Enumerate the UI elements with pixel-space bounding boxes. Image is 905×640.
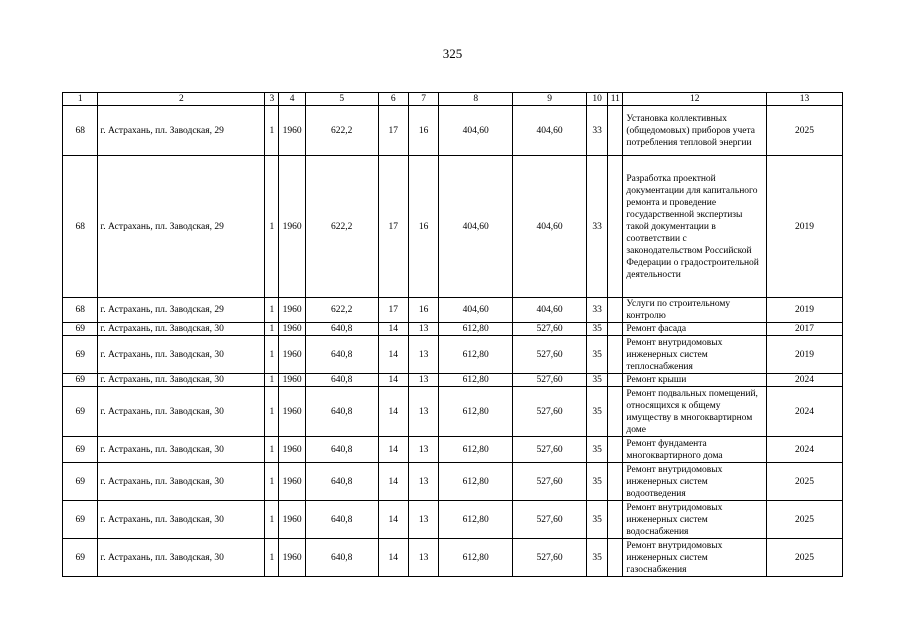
year-planned-cell: 2024	[767, 374, 843, 387]
work-type-cell: Ремонт внутридомовых инженерных систем теплоснабжения	[623, 336, 767, 374]
col-8-cell: 612,80	[439, 323, 513, 336]
area-cell: 640,8	[305, 501, 378, 539]
table-row	[63, 539, 843, 577]
year-planned-cell: 2024	[767, 437, 843, 463]
col-7-cell: 16	[408, 298, 438, 323]
work-type-cell: Услуги по строительному контролю	[623, 298, 767, 323]
col-11-cell	[608, 463, 623, 501]
table-row	[63, 501, 843, 539]
col-3-cell: 1	[265, 156, 279, 298]
address-cell: г. Астрахань, пл. Заводская, 30	[98, 323, 265, 336]
header-cell: 5	[305, 93, 378, 106]
col-11-cell	[608, 156, 623, 298]
header-cell: 11	[608, 93, 623, 106]
table-row	[63, 437, 843, 463]
col-9-cell: 527,60	[513, 336, 587, 374]
year-planned-cell: 2025	[767, 106, 843, 156]
year-cell: 1960	[279, 539, 305, 577]
col-9-cell: 527,60	[513, 539, 587, 577]
header-cell: 2	[98, 93, 265, 106]
table-row	[63, 156, 843, 298]
address-cell: г. Астрахань, пл. Заводская, 29	[98, 106, 265, 156]
col-3-cell: 1	[265, 298, 279, 323]
col-9-cell: 527,60	[513, 387, 587, 437]
col-8-cell: 612,80	[439, 463, 513, 501]
year-cell: 1960	[279, 298, 305, 323]
col-7-cell: 16	[408, 106, 438, 156]
col-6-cell: 14	[378, 336, 408, 374]
col-11-cell	[608, 336, 623, 374]
col-9-cell: 527,60	[513, 463, 587, 501]
col-8-cell: 612,80	[439, 374, 513, 387]
col-9-cell: 404,60	[513, 156, 587, 298]
area-cell: 640,8	[305, 323, 378, 336]
col-10-cell: 35	[586, 387, 607, 437]
work-type-cell: Ремонт внутридомовых инженерных систем водоотведения	[623, 463, 767, 501]
address-cell: г. Астрахань, пл. Заводская, 29	[98, 298, 265, 323]
year-cell: 1960	[279, 501, 305, 539]
row-number-cell: 68	[63, 106, 98, 156]
area-cell: 640,8	[305, 387, 378, 437]
work-type-cell: Установка коллективных (общедомовых) приборов учета потребления тепловой энергии	[623, 106, 767, 156]
table-row	[63, 463, 843, 501]
table-header-row	[63, 93, 843, 106]
col-11-cell	[608, 298, 623, 323]
col-11-cell	[608, 539, 623, 577]
col-9-cell: 527,60	[513, 374, 587, 387]
col-10-cell: 33	[586, 106, 607, 156]
address-cell: г. Астрахань, пл. Заводская, 30	[98, 336, 265, 374]
col-6-cell: 17	[378, 156, 408, 298]
col-10-cell: 35	[586, 336, 607, 374]
col-8-cell: 404,60	[439, 298, 513, 323]
col-6-cell: 14	[378, 463, 408, 501]
col-6-cell: 14	[378, 539, 408, 577]
col-7-cell: 13	[408, 501, 438, 539]
year-cell: 1960	[279, 437, 305, 463]
work-type-cell: Ремонт фундамента многоквартирного дома	[623, 437, 767, 463]
col-10-cell: 35	[586, 463, 607, 501]
year-planned-cell: 2019	[767, 336, 843, 374]
year-cell: 1960	[279, 463, 305, 501]
col-3-cell: 1	[265, 501, 279, 539]
year-planned-cell: 2025	[767, 539, 843, 577]
col-6-cell: 14	[378, 437, 408, 463]
col-10-cell: 35	[586, 539, 607, 577]
row-number-cell: 69	[63, 323, 98, 336]
col-3-cell: 1	[265, 463, 279, 501]
year-planned-cell: 2017	[767, 323, 843, 336]
row-number-cell: 68	[63, 156, 98, 298]
col-3-cell: 1	[265, 539, 279, 577]
col-10-cell: 35	[586, 323, 607, 336]
address-cell: г. Астрахань, пл. Заводская, 30	[98, 374, 265, 387]
row-number-cell: 69	[63, 336, 98, 374]
col-7-cell: 13	[408, 387, 438, 437]
col-8-cell: 612,80	[439, 336, 513, 374]
work-type-cell: Ремонт фасада	[623, 323, 767, 336]
header-cell: 6	[378, 93, 408, 106]
year-planned-cell: 2025	[767, 501, 843, 539]
header-cell: 12	[623, 93, 767, 106]
work-type-cell: Ремонт подвальных помещений, относящихся к общему имуществу в многоквартирном доме	[623, 387, 767, 437]
area-cell: 640,8	[305, 539, 378, 577]
col-10-cell: 33	[586, 298, 607, 323]
col-7-cell: 13	[408, 336, 438, 374]
row-number-cell: 69	[63, 387, 98, 437]
col-10-cell: 35	[586, 374, 607, 387]
row-number-cell: 69	[63, 437, 98, 463]
col-8-cell: 404,60	[439, 106, 513, 156]
col-3-cell: 1	[265, 106, 279, 156]
year-cell: 1960	[279, 336, 305, 374]
col-11-cell	[608, 501, 623, 539]
header-cell: 13	[767, 93, 843, 106]
area-cell: 640,8	[305, 463, 378, 501]
col-7-cell: 13	[408, 463, 438, 501]
area-cell: 622,2	[305, 298, 378, 323]
area-cell: 622,2	[305, 106, 378, 156]
address-cell: г. Астрахань, пл. Заводская, 30	[98, 463, 265, 501]
col-7-cell: 13	[408, 374, 438, 387]
col-3-cell: 1	[265, 323, 279, 336]
col-8-cell: 612,80	[439, 501, 513, 539]
address-cell: г. Астрахань, пл. Заводская, 30	[98, 501, 265, 539]
header-cell: 10	[586, 93, 607, 106]
col-3-cell: 1	[265, 336, 279, 374]
header-cell: 4	[279, 93, 305, 106]
table-row	[63, 323, 843, 336]
row-number-cell: 69	[63, 374, 98, 387]
address-cell: г. Астрахань, пл. Заводская, 29	[98, 156, 265, 298]
col-9-cell: 404,60	[513, 298, 587, 323]
year-cell: 1960	[279, 374, 305, 387]
col-7-cell: 16	[408, 156, 438, 298]
area-cell: 640,8	[305, 374, 378, 387]
work-type-cell: Ремонт внутридомовых инженерных систем газоснабжения	[623, 539, 767, 577]
col-8-cell: 612,80	[439, 387, 513, 437]
row-number-cell: 69	[63, 501, 98, 539]
col-11-cell	[608, 387, 623, 437]
col-6-cell: 14	[378, 374, 408, 387]
col-3-cell: 1	[265, 374, 279, 387]
col-9-cell: 527,60	[513, 323, 587, 336]
row-number-cell: 69	[63, 539, 98, 577]
col-6-cell: 17	[378, 298, 408, 323]
year-cell: 1960	[279, 323, 305, 336]
header-cell: 9	[513, 93, 587, 106]
col-11-cell	[608, 437, 623, 463]
col-10-cell: 33	[586, 156, 607, 298]
row-number-cell: 69	[63, 463, 98, 501]
work-type-cell: Разработка проектной документации для капитального ремонта и проведение государственной экспертизы такой документации в соответствии с законодательством Российской Федерации о градостроительной деятельности	[623, 156, 767, 298]
work-type-cell: Ремонт крыши	[623, 374, 767, 387]
col-3-cell: 1	[265, 437, 279, 463]
page-number: 325	[442, 46, 463, 61]
table-row	[63, 336, 843, 374]
row-number-cell: 68	[63, 298, 98, 323]
table-row	[63, 374, 843, 387]
address-cell: г. Астрахань, пл. Заводская, 30	[98, 437, 265, 463]
year-cell: 1960	[279, 156, 305, 298]
col-6-cell: 14	[378, 501, 408, 539]
work-type-cell: Ремонт внутридомовых инженерных систем водоснабжения	[623, 501, 767, 539]
col-11-cell	[608, 323, 623, 336]
col-11-cell	[608, 374, 623, 387]
col-10-cell: 35	[586, 501, 607, 539]
table-row	[63, 106, 843, 156]
year-planned-cell: 2019	[767, 156, 843, 298]
header-cell: 3	[265, 93, 279, 106]
col-7-cell: 13	[408, 323, 438, 336]
year-cell: 1960	[279, 387, 305, 437]
table-row	[63, 387, 843, 437]
col-9-cell: 527,60	[513, 501, 587, 539]
year-planned-cell: 2019	[767, 298, 843, 323]
address-cell: г. Астрахань, пл. Заводская, 30	[98, 387, 265, 437]
year-cell: 1960	[279, 106, 305, 156]
col-9-cell: 527,60	[513, 437, 587, 463]
col-9-cell: 404,60	[513, 106, 587, 156]
header-cell: 8	[439, 93, 513, 106]
col-6-cell: 14	[378, 323, 408, 336]
year-planned-cell: 2024	[767, 387, 843, 437]
area-cell: 640,8	[305, 437, 378, 463]
col-8-cell: 612,80	[439, 437, 513, 463]
header-cell: 1	[63, 93, 98, 106]
header-cell: 7	[408, 93, 438, 106]
capital-repair-table	[62, 92, 843, 577]
table-row	[63, 298, 843, 323]
area-cell: 622,2	[305, 156, 378, 298]
col-8-cell: 404,60	[439, 156, 513, 298]
col-6-cell: 14	[378, 387, 408, 437]
col-10-cell: 35	[586, 437, 607, 463]
col-7-cell: 13	[408, 539, 438, 577]
col-6-cell: 17	[378, 106, 408, 156]
address-cell: г. Астрахань, пл. Заводская, 30	[98, 539, 265, 577]
col-11-cell	[608, 106, 623, 156]
col-8-cell: 612,80	[439, 539, 513, 577]
area-cell: 640,8	[305, 336, 378, 374]
col-7-cell: 13	[408, 437, 438, 463]
col-3-cell: 1	[265, 387, 279, 437]
year-planned-cell: 2025	[767, 463, 843, 501]
